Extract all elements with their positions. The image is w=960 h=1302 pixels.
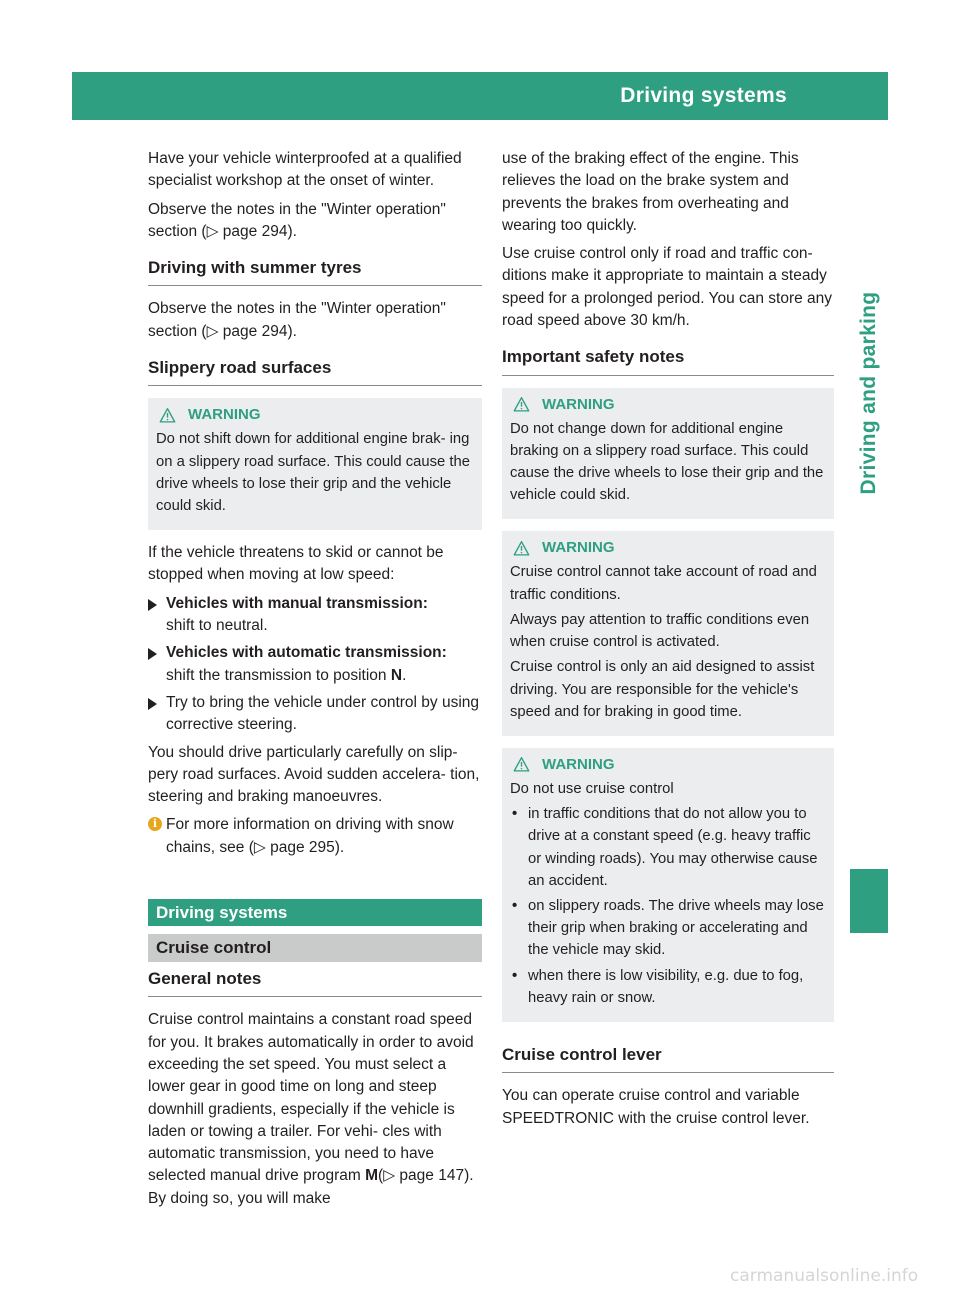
paragraph: Observe the notes in the "Winter operation" section (▷ page 294). [148, 200, 446, 240]
paragraph: If the vehicle threatens to skid or cannot be stopped when moving at low speed: [148, 544, 444, 584]
bullet-dot-icon: • [512, 967, 518, 984]
bullet-item [510, 895, 826, 962]
warning-text: Do not use cruise control [510, 780, 674, 797]
step-arrow-icon [148, 648, 157, 660]
info-icon: i [148, 817, 162, 831]
step-text: shift the transmission to position [166, 666, 391, 684]
section-band-driving-systems: Driving systems [148, 899, 482, 926]
warning-text: Do not change down for additional engine braking on a slippery road surface. This could cause the drive wheels to lose their grip and the vehicle could skid. [510, 420, 824, 504]
paragraph: You should drive particularly carefully on slip- pery road surfaces. Avoid sudden accelera- tion, steering and braking manoeuvres. [148, 743, 480, 806]
bullet-dot-icon: • [512, 897, 518, 914]
warning-triangle-icon [513, 756, 530, 773]
warning-triangle-icon [159, 407, 176, 424]
paragraph-text: Cruise control maintains a constant road speed for you. It brakes automatically in order to avoid exceeding the set speed. You must select a lower gear in good time on long and steep downhill gradients, especially if the vehicle is laden or towing a trailer. For vehi- cles with automatic transmission, you need to have selected manual drive program [148, 1011, 474, 1185]
warning-text: Cruise control is only an aid designed to assist driving. You are responsible for the vehicle's speed and for braking in good time. [510, 659, 815, 720]
step-item [148, 692, 482, 737]
bullet-item [510, 803, 826, 892]
bullet-item [510, 965, 826, 1009]
heading-safety-notes: Important safety notes [502, 346, 834, 375]
warning-box [502, 388, 834, 520]
info-text: For more information on driving with snow chains, see (▷ page 295). [166, 816, 454, 856]
warning-label: WARNING [188, 406, 261, 424]
step-item [148, 593, 482, 638]
step-arrow-icon [148, 599, 157, 611]
warning-box [148, 398, 482, 530]
heading-general-notes: General notes [148, 968, 482, 997]
paragraph: Have your vehicle winterproofed at a qualified specialist workshop at the onset of winter. [148, 150, 462, 190]
step-item [148, 642, 482, 687]
section-band-cruise-control: Cruise control [148, 934, 482, 962]
warning-label: WARNING [542, 539, 615, 557]
bullet-dot-icon: • [512, 806, 518, 823]
heading-cruise-control-lever: Cruise control lever [502, 1044, 834, 1073]
paragraph: You can operate cruise control and variable SPEEDTRONIC with the cruise control lever. [502, 1087, 810, 1127]
step-title: Vehicles with automatic transmission: [166, 644, 447, 662]
warning-label: WARNING [542, 755, 615, 773]
warning-triangle-icon [513, 540, 530, 557]
warning-box [502, 748, 834, 1022]
info-note [148, 814, 482, 859]
warning-triangle-icon [513, 396, 530, 413]
right-column [502, 148, 834, 1136]
step-arrow-icon [148, 698, 157, 710]
drive-program-m: M [365, 1167, 379, 1185]
heading-summer-tyres: Driving with summer tyres [148, 257, 482, 286]
warning-box [502, 531, 834, 735]
bullet-text: on slippery roads. The drive wheels may lose their grip when braking or accelerating and the vehicle may skid. [528, 897, 824, 959]
step-text-end: . [402, 666, 407, 684]
step-text: Try to bring the vehicle under control by using corrective steering. [166, 693, 480, 734]
bullet-text: when there is low visibility, e.g. due to fog, heavy rain or snow. [528, 967, 804, 1006]
paragraph: Use cruise control only if road and traffic con- ditions make it appropriate to maintain a steady speed for a prolonged period. You can store any road speed above 30 km/h. [502, 245, 833, 330]
warning-text: Do not shift down for additional engine brak- ing on a slippery road surface. This could cause the drive wheels to lose their grip and the vehicle could skid. [156, 431, 470, 514]
warning-text: Always pay attention to traffic conditions even when cruise control is activated. [510, 611, 810, 651]
paragraph [148, 1009, 482, 1210]
paragraph: use of the braking effect of the engine. This relieves the load on the brake system and prevents the brakes from overheating and wearing too quickly. [502, 150, 799, 234]
side-tab-marker [850, 869, 888, 933]
watermark: carmanualsonline.info [730, 1266, 919, 1286]
warning-header [510, 752, 826, 778]
warning-label: WARNING [542, 395, 615, 413]
warning-header [510, 392, 826, 418]
paragraph: Observe the notes in the "Winter operation" section (▷ page 294). [148, 300, 446, 340]
side-tab-label: Driving and parking [857, 291, 880, 495]
left-column [148, 148, 482, 1216]
gear-position: N [390, 666, 403, 684]
header-section-title: Driving systems [620, 84, 787, 107]
step-title: Vehicles with manual transmission: [166, 594, 428, 612]
page-number: 149 [916, 85, 948, 106]
warning-header [156, 402, 474, 428]
bullet-text: in traffic conditions that do not allow you to drive at a constant speed (e.g. heavy traffic or winding roads). You may otherwise cause an accident. [528, 806, 818, 889]
warning-text: Cruise control cannot take account of road and traffic conditions. [510, 564, 817, 603]
heading-slippery-roads: Slippery road surfaces [148, 357, 482, 386]
step-text: shift to neutral. [166, 617, 268, 635]
paragraph-text-end: (▷ page 147). By doing so, you will make [148, 1167, 474, 1207]
page-header [72, 72, 948, 120]
warning-header [510, 535, 826, 561]
